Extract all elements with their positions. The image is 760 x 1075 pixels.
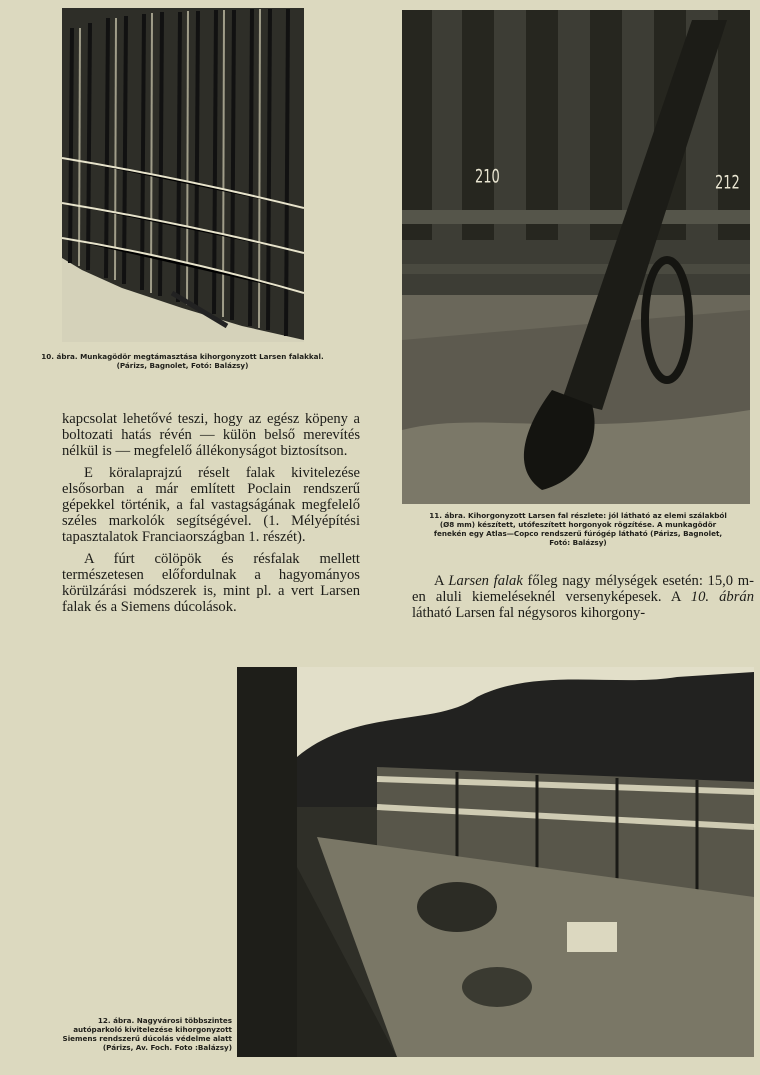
paragraph-1: kapcsolat lehetővé teszi, hogy az egész köpeny a boltozati hatás révén — külön belső merevítés nélkül is — megfelelő állékonyságot biztosítson. [62,411,360,460]
figure-11-caption: 11. ábra. Kihorgonyzott Larsen fal részlete: jól látható az elemi szálakból (Ø8 mm) készített, utófeszített horgonyok rögzítése. A munkagödör fenekén egy Atlas—Copco rendszerű fúrógép látható (Párizs, Bagnolet, Fotó: Balázsy) [429,511,727,547]
pile-number-212: 212 [715,173,740,194]
emphasis-larsen-falak: Larsen falak [448,573,523,589]
figure-12-photo [237,667,754,1057]
paragraph-3: A fúrt cölöpök és résfalak mellett természetesen előfordulnak a hagyományos körülzárási módszerek is, mint pl. a vert Larsen falak és a Siemens dúcolások. [62,550,360,616]
figure-10-photo [62,8,304,342]
pile-number-210: 210 [475,167,500,188]
paragraph-2: E köralaprajzú réselt falak kivitelezése elsősorban a már említett Poclain rendszerű gépekkel történik, a fal vastagságának megfelelő széles markolók segítségével. (1. Mélyépítési tapasztalatok Franciaországban 1. részét). [62,464,360,546]
figure-11-photo [402,10,750,504]
left-column-text [62,411,360,620]
paragraph-4: A Larsen falak főleg nagy mélységek esetén: 15,0 m-en aluli kiemeléseknél versenyképesek. A 10. ábrán látható Larsen fal négysoros kihorgony- [412,573,754,622]
figure-10-caption: 10. ábra. Munkagödör megtámasztása kihorgonyzott Larsen falakkal. (Párizs, Bagnolet, Fotó: Balázsy) [41,352,324,370]
right-column-text [412,573,754,627]
figure-12-caption: 12. ábra. Nagyvárosi többszintes autóparkoló kivitelezése kihorgonyzott Siemens rendszerű dúcolás védelme alatt (Párizs, Av. Foch. Foto :Balázsy) [62,1016,232,1052]
emphasis-10-abran: 10. ábrán [690,589,754,606]
